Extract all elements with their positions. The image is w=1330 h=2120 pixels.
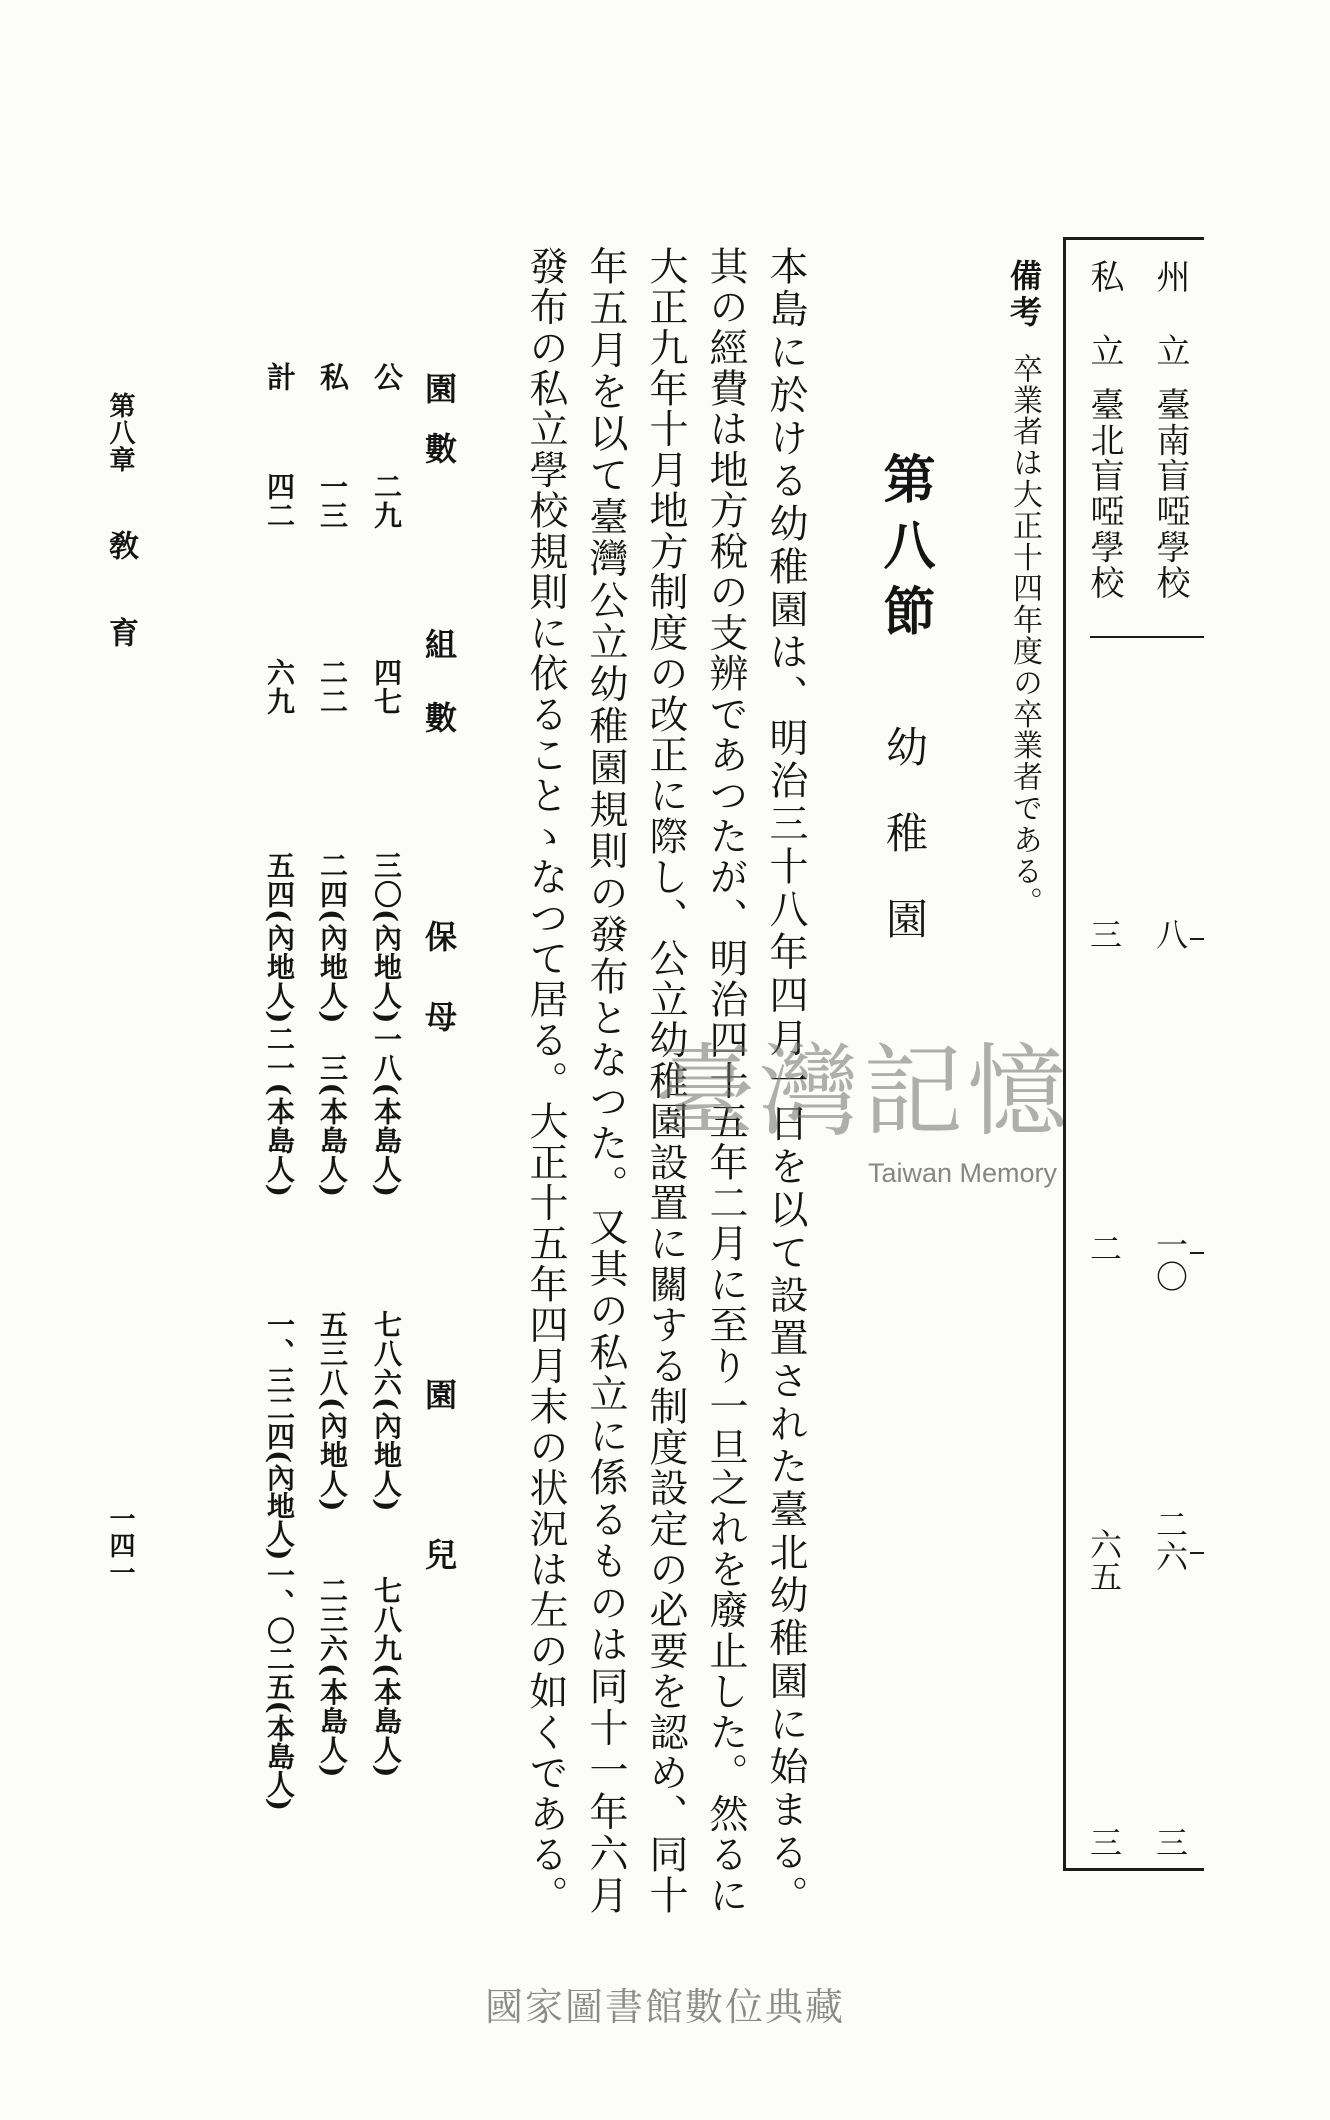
gardens-count: 四二 xyxy=(263,472,296,530)
watermark-logo: 臺灣記憶 xyxy=(655,1033,1071,1150)
header-classes: 組數 xyxy=(420,628,458,774)
page-number: 一四一 xyxy=(105,1505,135,1586)
children-hontou: 一、〇二五(本島人) xyxy=(263,1560,296,1811)
row-label-total: 計 xyxy=(263,362,297,391)
gardens-count: 二九 xyxy=(370,472,403,530)
table-tick xyxy=(1190,938,1204,940)
school-value: 三 xyxy=(1085,918,1123,950)
chapter-label: 第八章 xyxy=(105,392,135,473)
table-header-rule xyxy=(1090,636,1204,638)
section-number: 第八節 xyxy=(874,452,935,650)
watermark-subtext: Taiwan Memory xyxy=(868,1158,1058,1188)
nurses-count: 三〇(內地人)一八(本島人) xyxy=(370,851,403,1198)
classes-count: 二二 xyxy=(316,658,349,716)
gardens-count: 一三 xyxy=(316,472,349,530)
table-note xyxy=(1005,259,1043,919)
school-value: 八 xyxy=(1151,918,1189,950)
school-value: 三 xyxy=(1151,1826,1189,1858)
note-label: 備考 xyxy=(1005,259,1043,331)
body-column: 年五月を以て臺灣公立幼稚園規則の發布となつた。又其の私立に係るものは同十一年六月 xyxy=(583,246,628,1915)
classes-count: 四七 xyxy=(370,658,403,716)
school-name-taipei xyxy=(1084,259,1124,601)
row-label-public: 公 xyxy=(370,362,404,391)
header-children: 園兒 xyxy=(420,1378,458,1698)
children-naichi: 七八六(內地人) xyxy=(370,1310,403,1513)
school-type: 州立 xyxy=(1150,259,1190,407)
school-name-tainan xyxy=(1150,259,1190,601)
children-total xyxy=(263,1310,296,1811)
body-column: 其の經費は地方稅の支辨であつたが、明治四十五年二月に至り一旦之れを廢止した。然るに xyxy=(703,246,748,1914)
children-hontou: 二三六(本島人) xyxy=(316,1576,349,1779)
school-value: 一〇 xyxy=(1151,1228,1189,1292)
table-tick xyxy=(1190,1552,1204,1554)
children-naichi: 五三八(內地人) xyxy=(316,1310,349,1513)
note-text: 卒業者は大正十四年度の卒業者である。 xyxy=(1007,353,1042,919)
school-type: 私立 xyxy=(1084,259,1124,407)
archive-footer: 國家圖書館數位典藏 xyxy=(484,1985,845,2029)
table-tick xyxy=(1190,1252,1204,1254)
school-value: 六五 xyxy=(1085,1528,1123,1592)
nurses-count: 二四(內地人) 三(本島人) xyxy=(316,851,349,1198)
header-nurses: 保母 xyxy=(420,920,458,1080)
children-hontou: 七八九(本島人) xyxy=(370,1576,403,1779)
body-column: 本島に於ける幼稚園は、明治三十八年四月一日を以て設置された臺北幼稚園に始まる。 xyxy=(763,246,808,1914)
nurses-count: 五四(內地人)二一(本島人) xyxy=(263,851,296,1198)
body-column: 發布の私立學校規則に依ることゝなつて居る。大正十五年四月末の状況は左の如くである。 xyxy=(523,246,568,1914)
body-column: 大正九年十月地方制度の改正に際し、公立幼稚園設置に關する制度設定の必要を認め、同十 xyxy=(643,246,688,1914)
school-value: 二 xyxy=(1085,1232,1123,1264)
header-gardens: 園數 xyxy=(420,372,458,492)
school-value: 三 xyxy=(1085,1826,1123,1858)
school-title: 臺南盲啞學校 xyxy=(1150,387,1190,601)
school-title: 臺北盲啞學校 xyxy=(1084,387,1124,601)
table-bottom-rule xyxy=(1064,1868,1204,1871)
section-heading xyxy=(874,452,935,983)
children-naichi: 一、三二四(內地人) xyxy=(263,1310,296,1561)
section-title: 幼稚園 xyxy=(880,725,929,983)
chapter-title: 敎育 xyxy=(103,530,138,704)
table-top-rule xyxy=(1064,237,1204,240)
row-label-private: 私 xyxy=(316,362,350,391)
classes-count: 六九 xyxy=(263,658,296,716)
school-value: 二六 xyxy=(1151,1508,1189,1572)
